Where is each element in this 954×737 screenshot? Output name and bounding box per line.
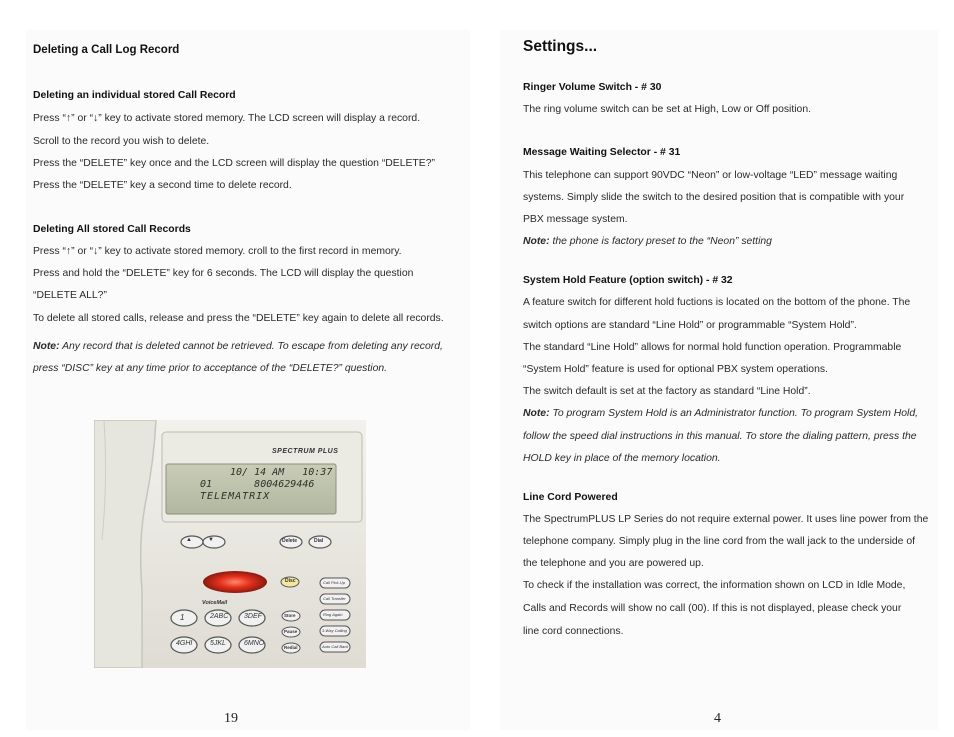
message-note-label: Note: bbox=[523, 236, 550, 247]
left-note-label: Note: bbox=[33, 341, 60, 352]
message-note-text: the phone is factory preset to the “Neon” setting bbox=[549, 236, 772, 247]
delete-key[interactable]: Delete bbox=[282, 538, 298, 544]
linecord-line-2: telephone company. Simply plug in the line cord from the wall jack to the underside of bbox=[523, 536, 915, 547]
disc-key[interactable]: Disc bbox=[285, 578, 296, 584]
all-line-4: To delete all stored calls, release and press the “DELETE” key again to delete all records. bbox=[33, 313, 444, 324]
hold-note-line-2: follow the speed dial instructions in this manual. To store the dialing pattern, press the bbox=[523, 431, 917, 442]
hold-note-label: Note: bbox=[523, 408, 550, 419]
left-page-title: Deleting a Call Log Record bbox=[33, 44, 180, 56]
hold-note-text-1: To program System Hold is an Administrator function. To program System Hold, bbox=[549, 408, 919, 419]
left-note-line-2: press “DISC” key at any time prior to acceptance of the “DELETE?” question. bbox=[33, 363, 388, 374]
individual-line-1: Press “↑” or “↓” key to activate stored memory. The LCD screen will display a record. bbox=[33, 113, 421, 124]
hold-line-5: The switch default is set at the factory as standard “Line Hold”. bbox=[523, 386, 811, 397]
linecord-heading: Line Cord Powered bbox=[523, 492, 618, 503]
call-transfer-key[interactable]: Call Transfer bbox=[323, 596, 346, 601]
key-1[interactable]: 1 bbox=[180, 613, 185, 622]
all-line-2: Press and hold the “DELETE” key for 6 seconds. The LCD will display the question bbox=[33, 268, 414, 279]
individual-line-3: Press the “DELETE” key once and the LCD screen will display the question “DELETE?” bbox=[33, 158, 435, 169]
ring-again-key[interactable]: Ring Again bbox=[323, 612, 343, 617]
right-page bbox=[500, 30, 938, 730]
left-page-number: 19 bbox=[224, 711, 238, 726]
linecord-line-5: Calls and Records will show no call (00). If this is not displayed, please check your bbox=[523, 603, 902, 614]
key-3[interactable]: 3DEF bbox=[244, 613, 262, 620]
phone-brand-logo: SPECTRUM PLUS bbox=[272, 448, 339, 455]
message-line-1: This telephone can support 90VDC “Neon” or low-voltage “LED” message waiting bbox=[523, 170, 898, 181]
ringer-line-1: The ring volume switch can be set at High, Low or Off position. bbox=[523, 104, 812, 115]
linecord-line-1: The SpectrumPLUS LP Series do not require external power. It uses line power from the bbox=[523, 514, 929, 525]
individual-record-heading: Deleting an individual stored Call Record bbox=[33, 90, 236, 101]
message-line-3: PBX message system. bbox=[523, 214, 628, 225]
hold-line-1: A feature switch for different hold fuctions is located on the bottom of the phone. The bbox=[523, 297, 911, 308]
key-5[interactable]: 5JKL bbox=[210, 640, 226, 647]
ringer-heading: Ringer Volume Switch - # 30 bbox=[523, 82, 662, 93]
all-line-1: Press “↑” or “↓” key to activate stored memory. croll to the first record in memory. bbox=[33, 246, 402, 257]
linecord-line-4: To check if the installation was correct, the information shown on LCD in Idle Mode, bbox=[523, 580, 906, 591]
key-4[interactable]: 4GHI bbox=[176, 640, 193, 647]
hold-line-3: The standard “Line Hold” allows for normal hold function operation. Programmable bbox=[523, 342, 902, 353]
left-note-line-1 bbox=[33, 341, 443, 353]
message-line-2: systems. Simply slide the switch to the desired position that is compatible with your bbox=[523, 192, 905, 203]
key-6[interactable]: 6MNO bbox=[244, 640, 265, 647]
lcd-line-3: TELEMATRIX bbox=[200, 491, 271, 502]
auto-call-back-key[interactable]: Auto Call Back bbox=[322, 644, 349, 649]
all-line-3: “DELETE ALL?” bbox=[33, 290, 107, 301]
hold-note-line-1 bbox=[523, 408, 918, 420]
hold-line-2: switch options are standard “Line Hold” or programmable “System Hold”. bbox=[523, 320, 857, 331]
key-2[interactable]: 2ABC bbox=[210, 613, 229, 620]
right-page-title: Settings... bbox=[523, 38, 598, 55]
hold-line-4: “System Hold” feature is used for optional PBX system operations. bbox=[523, 364, 828, 375]
lcd-line-2: 01 8004629446 bbox=[200, 479, 315, 490]
store-key[interactable]: Store bbox=[284, 613, 296, 618]
individual-line-2: Scroll to the record you wish to delete. bbox=[33, 136, 210, 147]
voicemail-label: VoiceMail bbox=[202, 600, 228, 606]
lcd-line-1: 10/ 14 AM 10:37 bbox=[230, 467, 333, 478]
linecord-line-3: the telephone and you are powered up. bbox=[523, 558, 704, 569]
up-key[interactable]: ▲ bbox=[186, 537, 192, 543]
message-note bbox=[523, 236, 772, 248]
message-heading: Message Waiting Selector - # 31 bbox=[523, 147, 681, 158]
call-pickup-key[interactable]: Call Pick-Up bbox=[323, 580, 346, 585]
redial-key[interactable]: Redial bbox=[284, 645, 298, 650]
linecord-line-6: line cord connections. bbox=[523, 626, 624, 637]
dial-key[interactable]: Dial bbox=[314, 538, 324, 544]
all-records-heading: Deleting All stored Call Records bbox=[33, 224, 191, 235]
three-way-calling-key[interactable]: 3-Way Calling bbox=[322, 628, 347, 633]
right-page-number: 4 bbox=[714, 711, 721, 726]
individual-line-4: Press the “DELETE” key a second time to delete record. bbox=[33, 180, 292, 191]
hold-note-line-3: HOLD key in place of the memory location. bbox=[523, 453, 721, 464]
pause-key[interactable]: Pause bbox=[284, 629, 298, 634]
left-note-text-1: Any record that is deleted cannot be retrieved. To escape from deleting any record, bbox=[59, 341, 443, 352]
hold-heading: System Hold Feature (option switch) - # 32 bbox=[523, 275, 733, 286]
down-key[interactable]: ▼ bbox=[208, 537, 214, 543]
phone-photo bbox=[94, 420, 366, 668]
